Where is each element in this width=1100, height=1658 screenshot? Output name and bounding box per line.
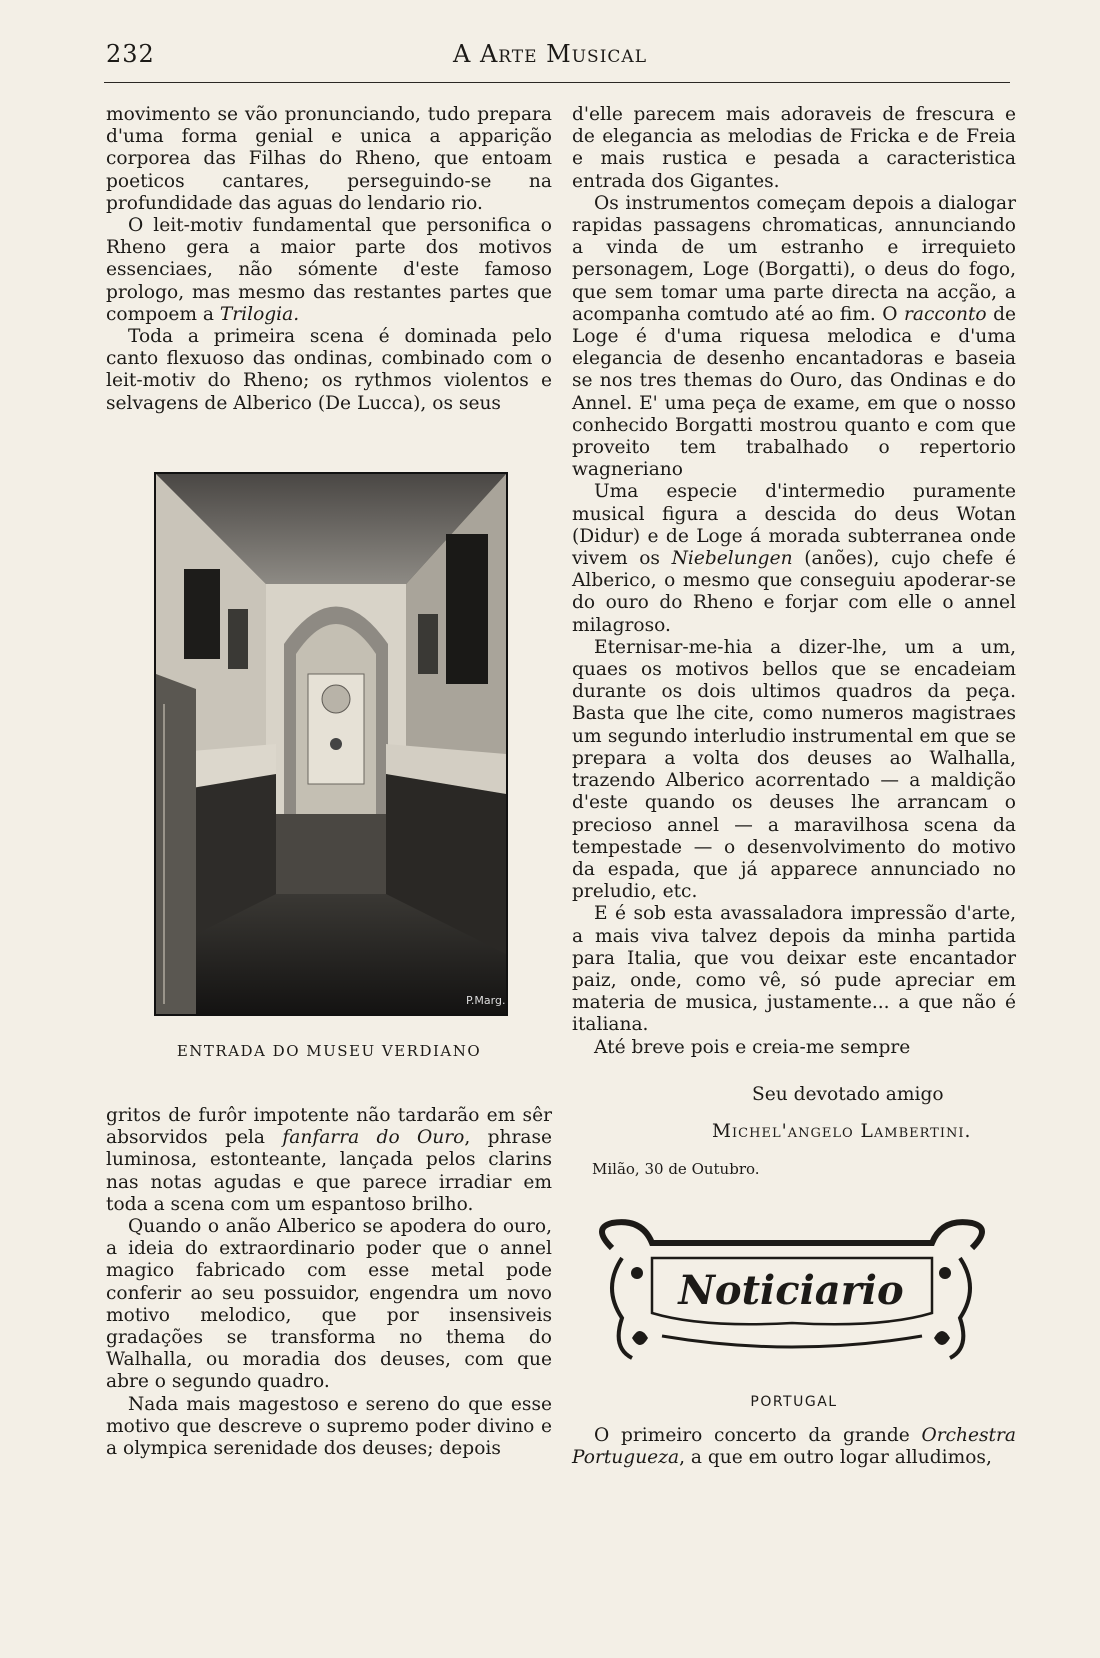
paragraph: Uma especie d'intermedio puramente musical figura a descida do deus Wotan (Didur) e de Loge á morada subterranea onde vivem os Niebelungen (anões), cujo chefe é Alberico, o mesmo que conseguiu apoderar-se do ouro do Rheno e forjar com elle o annel milagroso. [572, 481, 1016, 636]
page-number: 232 [106, 40, 155, 68]
noticia-paragraph [572, 1425, 1016, 1469]
ornament-scroll-icon [582, 1218, 1000, 1368]
paragraph: Até breve pois e creia-me sempre [594, 1036, 911, 1058]
author-signature: Michel'angelo Lambertini. [712, 1121, 972, 1142]
photo-signature: P.Marg. [466, 994, 506, 1007]
paragraph: Toda a primeira scena é dominada pelo canto flexuoso das ondinas, combinado com o leit-motiv do Rheno; os rythmos violentos e selvagens de Alberico (De Lucca), os seus [106, 326, 552, 414]
left-column-top [106, 104, 552, 415]
section-label: PORTUGAL [750, 1394, 838, 1410]
paragraph: O leit-motiv fundamental que personifica o Rheno gera a maior parte dos motivos essenciaes, não sómente d'este famoso prologo, mas mesmo das restantes partes que compoem a Trilogia. [106, 215, 552, 325]
paragraph: Nada mais magestoso e sereno do que esse motivo que descreve o supremo poder divino e a olympica serenidade dos deuses; depois [106, 1393, 552, 1460]
banner-title: Noticiario [678, 1267, 904, 1314]
figure-caption: ENTRADA DO MUSEU VERDIANO [176, 1042, 482, 1060]
museum-corridor-illustration [156, 474, 506, 1014]
left-column-bottom [106, 1105, 552, 1460]
paragraph: d'elle parecem mais adoraveis de frescura e de elegancia as melodias de Fricka e de Freia e mais rustica e pesada a caracteristica entrada dos Gigantes. [572, 104, 1016, 192]
paragraph: Eternisar-me-hia a dizer-lhe, um a um, quaes os motivos bellos que se encadeiam durante os dois ultimos quadros da peça. Basta que lhe cite, como numeros magistraes um segundo interludio instrumental em que se prepara a volta dos deuses ao Walhalla, trazendo Alberico acorrentado — a maldição d'este quando os deuses lhe arrancam o precioso annel — a maravilhosa scena da tempestade — o desenvolvimento do motivo da espada, que já apparece annunciado no preludio, etc. [572, 636, 1016, 903]
running-title: A Arte Musical [452, 40, 647, 68]
paragraph: Quando o anão Alberico se apodera do ouro, a ideia do extraordinario poder que o annel magico fabricado com esse metal pode conferir ao seu possuidor, engendra um novo motivo melodico, que por insensiveis gradações se transforma no thema do Walhalla, ou moradia dos deuses, com que abre o segundo quadro. [106, 1216, 552, 1393]
closing-line: Seu devotado amigo [752, 1084, 944, 1105]
paragraph: movimento se vão pronunciando, tudo prepara d'uma forma genial e unica a apparição corporea das Filhas do Rheno, que entoam poeticos cantares, perseguindo-se na profundidade das aguas do lendario rio. [106, 104, 552, 214]
paragraph: E é sob esta avassaladora impressão d'arte, a mais viva talvez depois da minha partida para Italia, que vou deixar este encantador paiz, onde, como vê, só pude apreciar em materia de musica, justamente... a que não é italiana. [572, 903, 1016, 1036]
museum-photo [154, 472, 508, 1016]
dateline: Milão, 30 de Outubro. [592, 1160, 760, 1178]
right-column [572, 104, 1016, 1059]
header-rule [104, 82, 1010, 83]
noticiario-banner [582, 1218, 1000, 1368]
paragraph: O primeiro concerto da grande Orchestra Portugueza, a que em outro logar alludimos, [572, 1425, 1016, 1469]
paragraph: Os instrumentos começam depois a dialogar rapidas passagens chromaticas, annunciando a vinda de um estranho e irrequieto personagem, Loge (Borgatti), o deus do fogo, que sem tomar uma parte directa na acção, a acompanha comtudo até ao fim. O racconto de Loge é d'uma riquesa melodica e d'uma elegancia de desenho encantadoras e baseia se nos tres themas do Ouro, das Ondinas e do Annel. E' uma peça de exame, em que o nosso conhecido Borgatti mostrou quanto e com que proveito tem trabalhado o repertorio wagneriano [572, 192, 1016, 481]
paragraph: gritos de furôr impotente não tardarão em sêr absorvidos pela fanfarra do Ouro, phrase luminosa, estonteante, lançada pelos clarins nas notas agudas e que parece irradiar em toda a scena com um espantoso brilho. [106, 1105, 552, 1215]
